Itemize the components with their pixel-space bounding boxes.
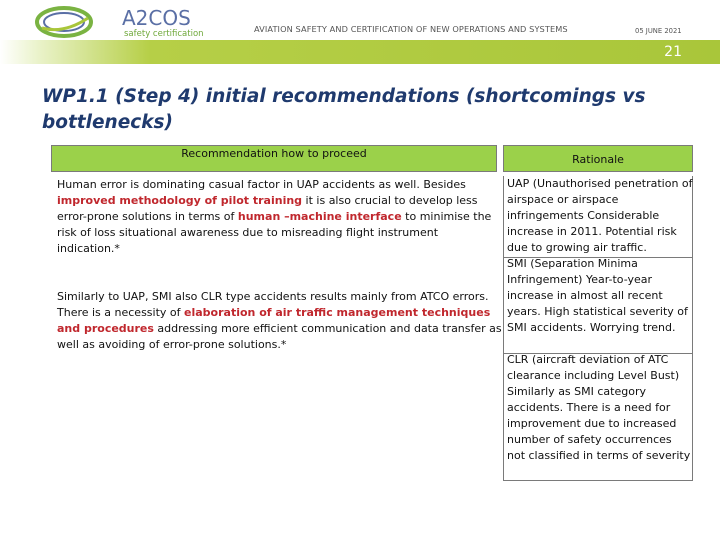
rec-uap-text-1: Human error is dominating casual factor in UAP accidents as well. Besides [57,178,466,191]
page-number: 21 [664,44,682,60]
slide-title-line1: WP1.1 (Step 4) initial recommendations (shortcomings vs [42,86,646,107]
header-bar [0,40,720,64]
logo-brand-text: A2COS [122,6,191,30]
rationale-smi: SMI (Separation Minima Infringement) Year-to-year increase in almost all recent years. High statistical severity of SMI accidents. Worrying trend. [507,257,688,334]
header-title: AVIATION SAFETY AND CERTIFICATION OF NEW OPERATIONS AND SYSTEMS [254,24,568,34]
recommendation-uap [57,177,503,257]
rec-smi-text-2: addressing more efficient communication and data transfer as well as avoiding of error-prone solutions.* [57,322,502,351]
rationale-left-border [503,176,504,480]
a2cos-logo [34,4,214,42]
rationale-column [507,176,693,464]
rec-uap-text-3: to minimise the risk of loss situational awareness due to misreading flight instrument indication.* [57,210,492,255]
rec-uap-text-2: it is also crucial to develop less error-prone solutions in terms of [57,194,478,223]
header-date: 05 JUNE 2021 [635,27,682,35]
rationale-uap: UAP (Unauthorised penetration of airspace or airspace infringements Considerable increase in 2011. Potential risk due to growing air traffic. [507,177,693,254]
slide-title-line2: bottlenecks) [42,112,173,133]
rec-uap-highlight-pilot-training: improved methodology of pilot training [57,194,303,207]
table-header-recommendation: Recommendation how to proceed [51,145,497,172]
logo-tagline: safety certification [124,29,204,39]
table-header-rationale: Rationale [503,145,693,172]
rec-smi-highlight-atm: elaboration of air traffic management techniques and procedures [57,306,491,335]
rec-uap-highlight-hmi: human –machine interface [237,210,402,223]
rationale-bottom-border [503,480,693,481]
rationale-clr: CLR (aircraft deviation of ATC clearance including Level Bust) Similarly as SMI category accidents. There is a need for improvement due to increased number of safety occurrences not classified in terms of severity [507,353,691,462]
recommendation-smi-clr [57,289,503,353]
rec-smi-text-1: Similarly to UAP, SMI also CLR type accidents results mainly from ATCO errors. There is a necessity of [57,290,489,319]
slide-title [42,84,662,136]
